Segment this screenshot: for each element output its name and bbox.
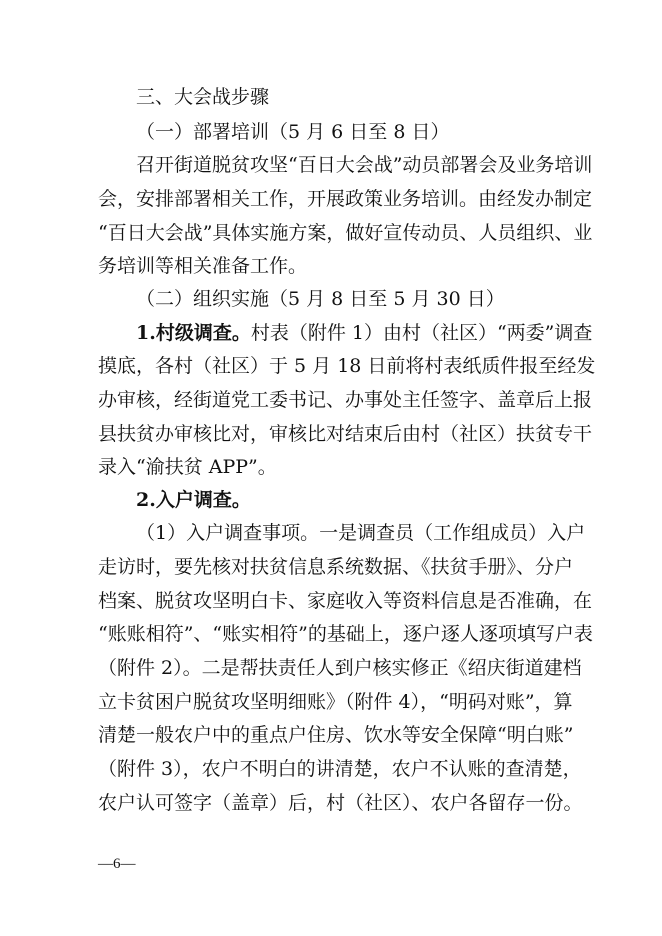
paragraph-line: 办审核，经街道党工委书记、办事处主任签字、盖章后上报 [98,389,593,411]
subsection-heading-2: （二）组织实施（5 月 8 日至 5 月 30 日） [136,288,505,310]
paragraph-line [136,318,593,348]
paragraph-line: 务培训等相关准备工作。 [98,255,308,277]
paragraph-line: （1）入户调查事项。一是调查员（工作组成员）入户 [136,522,586,544]
paragraph-line: 会，安排部署相关工作，开展政策业务培训。由经发办制定 [98,188,593,210]
paragraph-text: 村表（附件 1）由村（社区）“两委”调查 [250,322,593,344]
subsection-heading-1: （一）部署培训（5 月 6 日至 8 日） [136,121,450,143]
item-heading-village-survey: 1.村级调查。 [136,322,251,344]
paragraph-line: 摸底，各村（社区）于 5 月 18 日前将村表纸质件报至经发 [98,355,596,377]
section-heading: 三、大会战步骤 [136,86,270,108]
paragraph-line: 召开街道脱贫攻坚“百日大会战”动员部署会及业务培训 [136,154,593,176]
paragraph-line: 清楚一般农户中的重点户住房、饮水等安全保障“明白账” [98,724,574,746]
paragraph-line: 立卡贫困户脱贫攻坚明细账》（附件 4），“明码对账”，算 [98,691,573,713]
item-heading-household-survey: 2.入户调查。 [136,489,251,511]
paragraph-line: 档案、脱贫攻坚明白卡、家庭收入等资料信息是否准确，在 [98,590,593,612]
paragraph-line: （附件 3），农户不明白的讲清楚，农户不认账的查清楚， [98,758,582,780]
paragraph-line: （附件 2）。二是帮扶责任人到户核实修正《绍庆街道建档 [98,657,582,679]
paragraph-line: “百日大会战”具体实施方案，做好宣传动员、人员组织、业 [98,222,593,244]
paragraph-line: 录入“渝扶贫 APP”。 [98,456,277,478]
paragraph-line: “账账相符”、“账实相符”的基础上，逐户逐人逐项填写户表 [98,623,593,645]
paragraph-line: 县扶贫办审核比对，审核比对结束后由村（社区）扶贫专干 [98,423,593,445]
page-number: —6— [98,856,136,872]
paragraph-line: 农户认可签字（盖章）后，村（社区）、农户各留存一份。 [98,792,583,814]
paragraph-line: 走访时，要先核对扶贫信息系统数据、《扶贫手册》、分户 [98,556,574,578]
